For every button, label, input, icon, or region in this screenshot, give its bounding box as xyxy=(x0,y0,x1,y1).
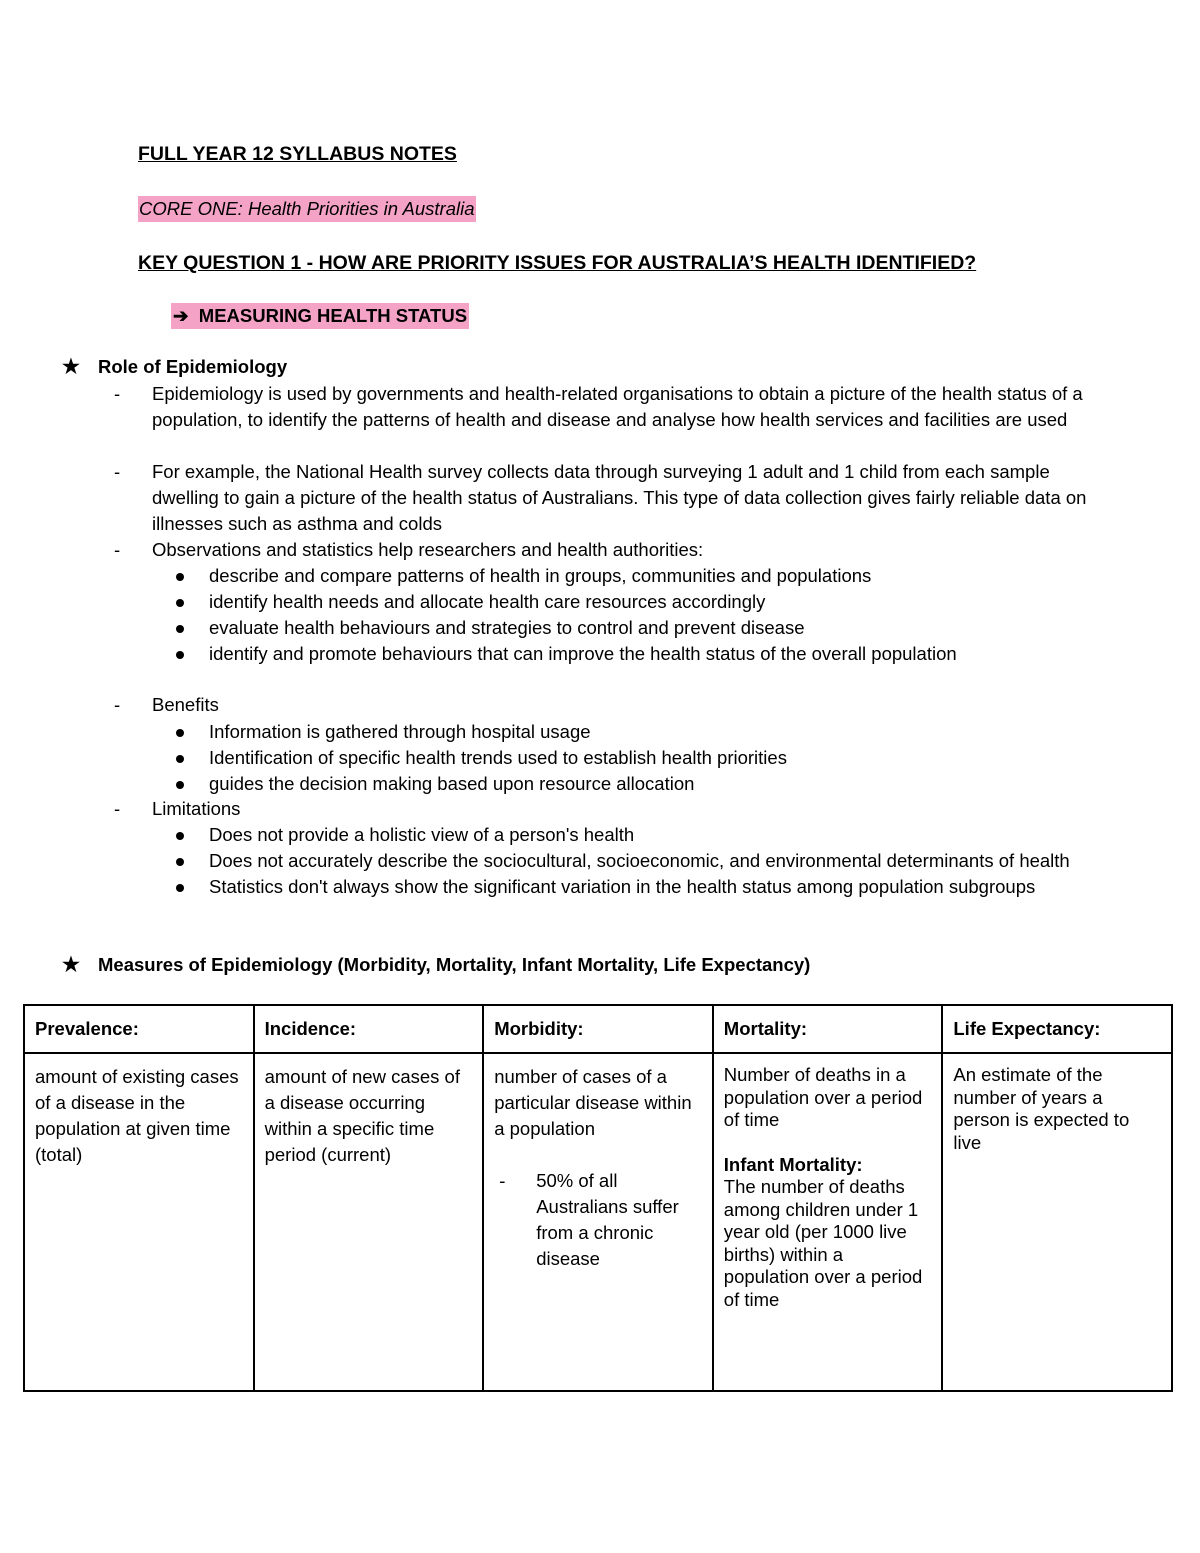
dash-marker: - xyxy=(114,461,121,482)
dash-marker: - xyxy=(114,539,121,560)
list-item xyxy=(114,381,1114,433)
list-item-text: For example, the National Health survey collects data through surveying 1 adult and 1 child from each sample dwelling to gain a picture of the health status of Australians. This type of data collection gives fairly reliable data on illnesses such as asthma and colds xyxy=(152,461,1087,534)
list-item-text: describe and compare patterns of health in groups, communities and populations xyxy=(209,565,872,586)
bullet-icon xyxy=(176,858,184,866)
dash-marker: - xyxy=(114,383,121,404)
list-item xyxy=(114,796,1114,822)
list-item-text: Does not provide a holistic view of a person's health xyxy=(209,824,635,845)
header-life-expectancy: Life Expectancy: xyxy=(942,1005,1172,1053)
list-item xyxy=(172,874,1112,900)
list-item-text: Information is gathered through hospital usage xyxy=(209,721,591,742)
table-row xyxy=(24,1053,1172,1391)
list-item-text: identify health needs and allocate health care resources accordingly xyxy=(209,591,766,612)
list-item xyxy=(172,563,1112,589)
section-heading-label: MEASURING HEALTH STATUS xyxy=(198,305,468,326)
benefits-label: Benefits xyxy=(152,694,219,715)
bullet-icon xyxy=(176,729,184,737)
measures-table xyxy=(23,1004,1173,1392)
cell-incidence xyxy=(254,1053,484,1391)
infant-mortality-title: Infant Mortality: xyxy=(723,1153,863,1175)
list-item-text: identify and promote behaviours that can improve the health status of the overall population xyxy=(209,643,957,664)
list-item xyxy=(114,692,1114,718)
dash-marker: - xyxy=(499,1170,506,1191)
list-item xyxy=(172,848,1112,874)
star-icon: ★ xyxy=(62,954,80,976)
list-item-text: Does not accurately describe the sociocultural, socioeconomic, and environmental determinants of health xyxy=(209,850,1070,871)
morbidity-point xyxy=(494,1168,702,1272)
list-item xyxy=(172,745,1112,771)
dash-marker: - xyxy=(114,694,121,715)
list-item-text: Epidemiology is used by governments and health-related organisations to obtain a picture of the health status of a population, to identify the patterns of health and disease and analyse how health services and facilities are used xyxy=(152,383,1083,430)
header-prevalence: Prevalence: xyxy=(24,1005,254,1053)
cell-mortality xyxy=(713,1053,943,1391)
header-mortality: Mortality: xyxy=(713,1005,943,1053)
bullet-icon xyxy=(176,884,184,892)
prevalence-text: amount of existing cases of a disease in the population at given time (total) xyxy=(35,1066,239,1165)
list-item-text: Identification of specific health trends used to establish health priorities xyxy=(209,747,787,768)
list-item xyxy=(172,615,1112,641)
header-morbidity: Morbidity: xyxy=(483,1005,713,1053)
observations-list xyxy=(172,563,1112,667)
bullet-icon xyxy=(176,755,184,763)
life-expectancy-text: An estimate of the number of years a person is expected to live xyxy=(953,1064,1130,1153)
list-item xyxy=(114,537,1114,563)
morbidity-point-text: 50% of all Australians suffer from a chronic disease xyxy=(536,1170,679,1269)
core-label: CORE ONE: Health Priorities in Australia xyxy=(138,196,476,222)
benefits-list xyxy=(172,719,1112,797)
list-item-text: Observations and statistics help researchers and health authorities: xyxy=(152,539,704,560)
list-item-text: Statistics don't always show the significant variation in the health status among population subgroups xyxy=(209,876,1036,897)
limitations-list xyxy=(172,822,1112,900)
mortality-text: Number of deaths in a population over a period of time xyxy=(723,1064,923,1130)
measures-heading xyxy=(62,952,810,978)
list-item-text: guides the decision making based upon resource allocation xyxy=(209,773,695,794)
role-heading-label: Role of Epidemiology xyxy=(98,356,288,377)
header-incidence: Incidence: xyxy=(254,1005,484,1053)
measures-heading-label: Measures of Epidemiology (Morbidity, Mortality, Infant Mortality, Life Expectancy) xyxy=(98,954,811,975)
bullet-icon xyxy=(176,573,184,581)
list-item xyxy=(172,641,1112,667)
morbidity-text: number of cases of a particular disease within a population xyxy=(494,1066,692,1139)
list-item xyxy=(172,719,1112,745)
bullet-icon xyxy=(176,832,184,840)
table-header-row xyxy=(24,1005,1172,1053)
bullet-icon xyxy=(176,599,184,607)
list-item xyxy=(114,459,1114,537)
cell-life-expectancy xyxy=(942,1053,1172,1391)
dash-marker: - xyxy=(114,798,121,819)
list-item-text: evaluate health behaviours and strategies to control and prevent disease xyxy=(209,617,805,638)
bullet-icon xyxy=(176,781,184,789)
bullet-icon xyxy=(176,625,184,633)
cell-prevalence xyxy=(24,1053,254,1391)
arrow-icon: ➔ xyxy=(173,305,189,326)
cell-morbidity xyxy=(483,1053,713,1391)
limitations-label: Limitations xyxy=(152,798,241,819)
bullet-icon xyxy=(176,651,184,659)
list-item xyxy=(172,771,1112,797)
list-item xyxy=(172,589,1112,615)
incidence-text: amount of new cases of a disease occurring within a specific time period (current) xyxy=(264,1066,460,1165)
star-icon: ★ xyxy=(62,356,80,378)
key-question-heading: KEY QUESTION 1 - HOW ARE PRIORITY ISSUES FOR AUSTRALIA’S HEALTH IDENTIFIED? xyxy=(138,252,977,274)
role-heading xyxy=(62,354,287,380)
list-item xyxy=(172,822,1112,848)
section-heading xyxy=(171,303,469,329)
infant-mortality-text: The number of deaths among children under 1 year old (per 1000 live births) within a population over a period of time xyxy=(723,1176,923,1310)
document-title: FULL YEAR 12 SYLLABUS NOTES xyxy=(138,143,457,165)
